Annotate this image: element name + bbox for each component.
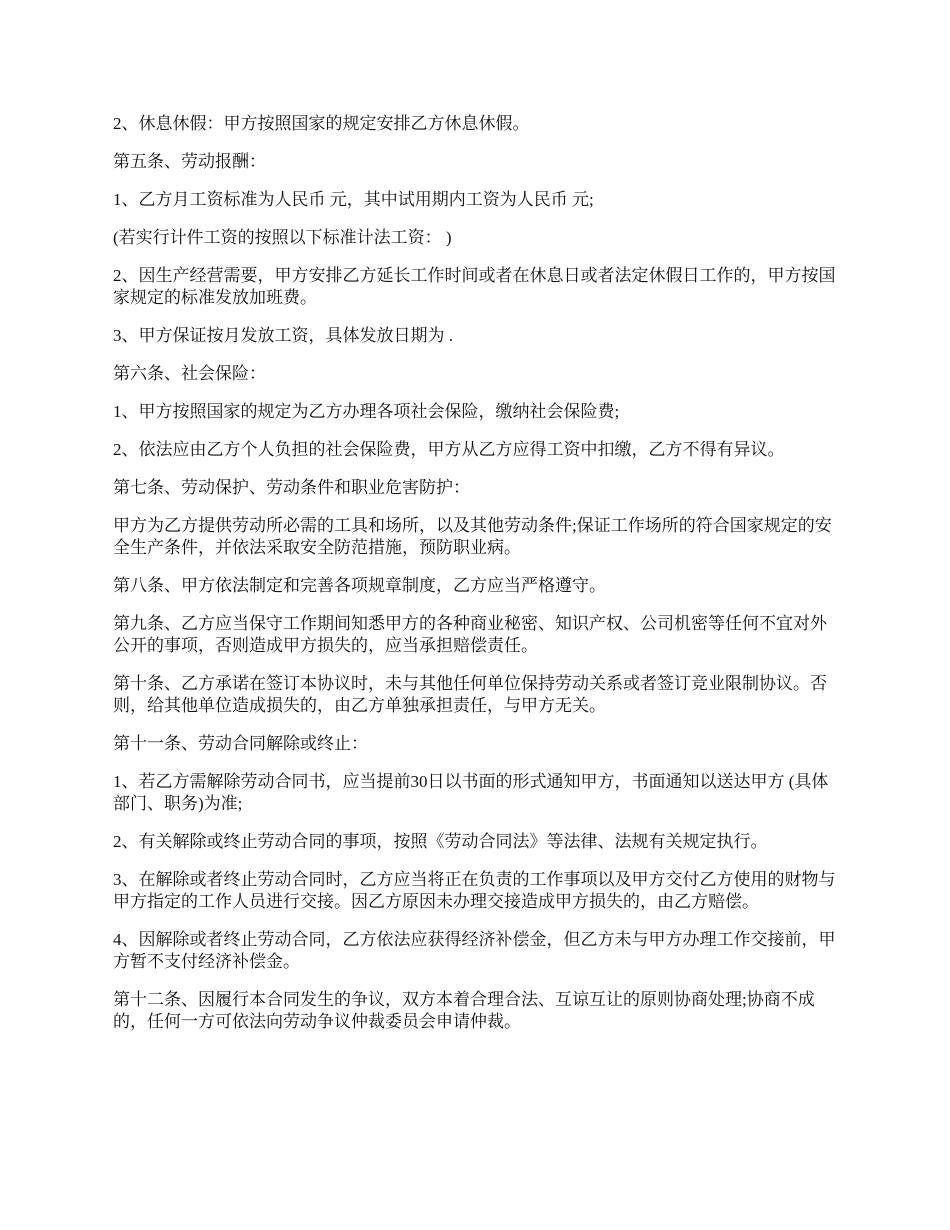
paragraph-social-insurance: 1、甲方按照国家的规定为乙方办理各项社会保险，缴纳社会保险费; <box>113 402 620 421</box>
paragraph-article-12: 第十二条、因履行本合同发生的争议，双方本着合理合法、互谅互让的原则协商处理;协商不成的，任何一方可依法向劳动争议仲裁委员会申请仲裁。 <box>113 990 815 1031</box>
paragraph-article-8: 第八条、甲方依法制定和完善各项规章制度，乙方应当严格遵守。 <box>113 576 606 595</box>
paragraph-article-9: 第九条、乙方应当保守工作期间知悉甲方的各种商业秘密、知识产权、公司机密等任何不宜对外公开的事项，否则造成甲方损失的，应当承担赔偿责任。 <box>113 614 827 655</box>
paragraph-termination-notice: 1、若乙方需解除劳动合同书，应当提前30日以书面的形式通知甲方，书面通知以送达甲方 (具体部门、职务)为准; <box>113 772 829 813</box>
paragraph-labor-protection: 甲方为乙方提供劳动所必需的工具和场所，以及其他劳动条件;保证工作场所的符合国家规定的安全生产条件，并依法采取安全防范措施，预防职业病。 <box>113 516 832 557</box>
paragraph-insurance-deduction: 2、依法应由乙方个人负担的社会保险费，甲方从乙方应得工资中扣缴，乙方不得有异议。 <box>113 440 785 459</box>
paragraph-rest-leave: 2、休息休假：甲方按照国家的规定安排乙方休息休假。 <box>113 114 530 133</box>
paragraph-salary-standard: 1、乙方月工资标准为人民币 元，其中试用期内工资为人民币 元; <box>113 190 594 209</box>
heading-article-7: 第七条、劳动保护、劳动条件和职业危害防护： <box>113 478 470 497</box>
heading-article-6: 第六条、社会保险： <box>113 364 266 383</box>
paragraph-pay-date: 3、甲方保证按月发放工资，具体发放日期为 . <box>113 326 453 345</box>
paragraph-piece-rate: (若实行计件工资的按照以下标准计法工资： ) <box>113 228 452 247</box>
paragraph-handover: 3、在解除或者终止劳动合同时，乙方应当将正在负责的工作事项以及甲方交付乙方使用的财物与甲方指定的工作人员进行交接。因乙方原因未办理交接造成甲方损失的，由乙方赔偿。 <box>113 870 836 911</box>
paragraph-compensation: 4、因解除或者终止劳动合同，乙方依法应获得经济补偿金，但乙方未与甲方办理工作交接前，甲方暂不支付经济补偿金。 <box>113 930 836 971</box>
paragraph-overtime: 2、因生产经营需要，甲方安排乙方延长工作时间或者在休息日或者法定休假日工作的，甲方按国家规定的标准发放加班费。 <box>113 266 836 307</box>
document-body <box>113 113 843 1049</box>
heading-article-5: 第五条、劳动报酬： <box>113 152 266 171</box>
heading-article-11: 第十一条、劳动合同解除或终止： <box>113 734 368 753</box>
paragraph-termination-law: 2、有关解除或终止劳动合同的事项，按照《劳动合同法》等法律、法规有关规定执行。 <box>113 832 768 851</box>
paragraph-article-10: 第十条、乙方承诺在签订本协议时，未与其他任何单位保持劳动关系或者签订竞业限制协议。否则，给其他单位造成损失的，由乙方单独承担责任，与甲方无关。 <box>113 674 827 715</box>
